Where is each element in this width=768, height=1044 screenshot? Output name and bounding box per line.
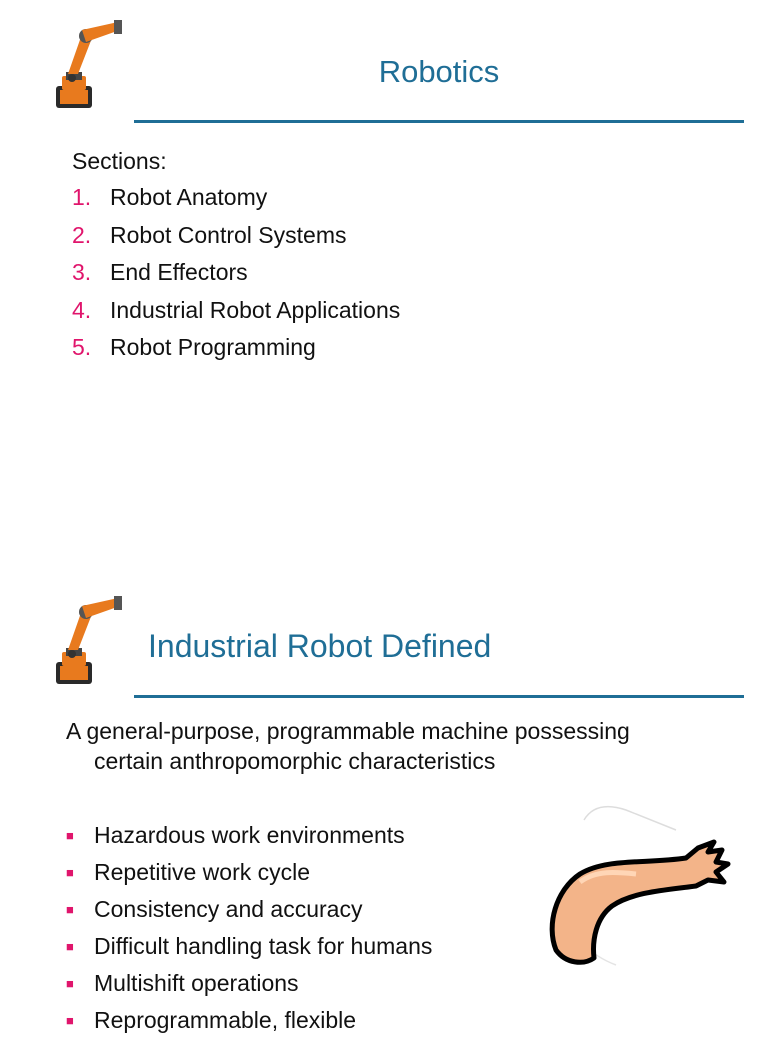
list-item — [72, 222, 400, 260]
bullet-icon: ■ — [66, 976, 74, 991]
list-item-label: Repetitive work cycle — [94, 859, 311, 885]
list-item-label: Hazardous work environments — [94, 822, 405, 848]
title-divider — [134, 695, 744, 698]
list-item — [72, 297, 400, 335]
definition-text — [66, 716, 726, 776]
list-number: 3. — [72, 259, 92, 285]
list-item-label: Robot Anatomy — [110, 184, 268, 210]
list-item-label: Robot Control Systems — [110, 221, 347, 248]
list-number: 4. — [72, 296, 92, 323]
list-item — [66, 859, 432, 896]
bullet-icon: ■ — [66, 865, 74, 880]
list-item — [66, 970, 432, 1007]
list-item-label: Reprogrammable, flexible — [94, 1007, 357, 1033]
sections-list — [72, 184, 400, 372]
list-item-label: Consistency and accuracy — [94, 896, 363, 922]
list-item-label: End Effectors — [110, 259, 248, 285]
list-item-label: Difficult handling task for humans — [94, 933, 433, 959]
characteristics-list — [66, 822, 432, 1044]
sections-label: Sections: — [72, 148, 167, 174]
definition-line: A general-purpose, programmable machine possessing — [66, 718, 630, 744]
list-item-label: Robot Programming — [110, 334, 316, 360]
list-item — [66, 896, 432, 933]
list-number: 1. — [72, 184, 92, 210]
list-number: 5. — [72, 334, 92, 360]
definition-line: certain anthropomorphic characteristics — [94, 748, 496, 774]
bullet-icon: ■ — [66, 939, 74, 954]
list-item — [66, 933, 432, 970]
bullet-icon: ■ — [66, 828, 74, 843]
list-item — [72, 334, 400, 372]
title-divider — [134, 120, 744, 123]
list-item-label: Multishift operations — [94, 970, 299, 996]
list-item — [72, 184, 400, 222]
bullet-icon: ■ — [66, 1013, 74, 1028]
list-item — [72, 259, 400, 297]
robot-arm-clipart — [536, 790, 736, 990]
slide-title: Industrial Robot Defined — [148, 628, 492, 664]
industrial-robot-icon — [52, 592, 124, 688]
list-item — [66, 1007, 432, 1044]
bullet-icon: ■ — [66, 902, 74, 917]
slide-title: Robotics — [378, 54, 500, 89]
industrial-robot-icon — [52, 16, 124, 112]
list-number: 2. — [72, 221, 92, 248]
list-item-label: Industrial Robot Applications — [110, 296, 401, 323]
list-item — [66, 822, 432, 859]
